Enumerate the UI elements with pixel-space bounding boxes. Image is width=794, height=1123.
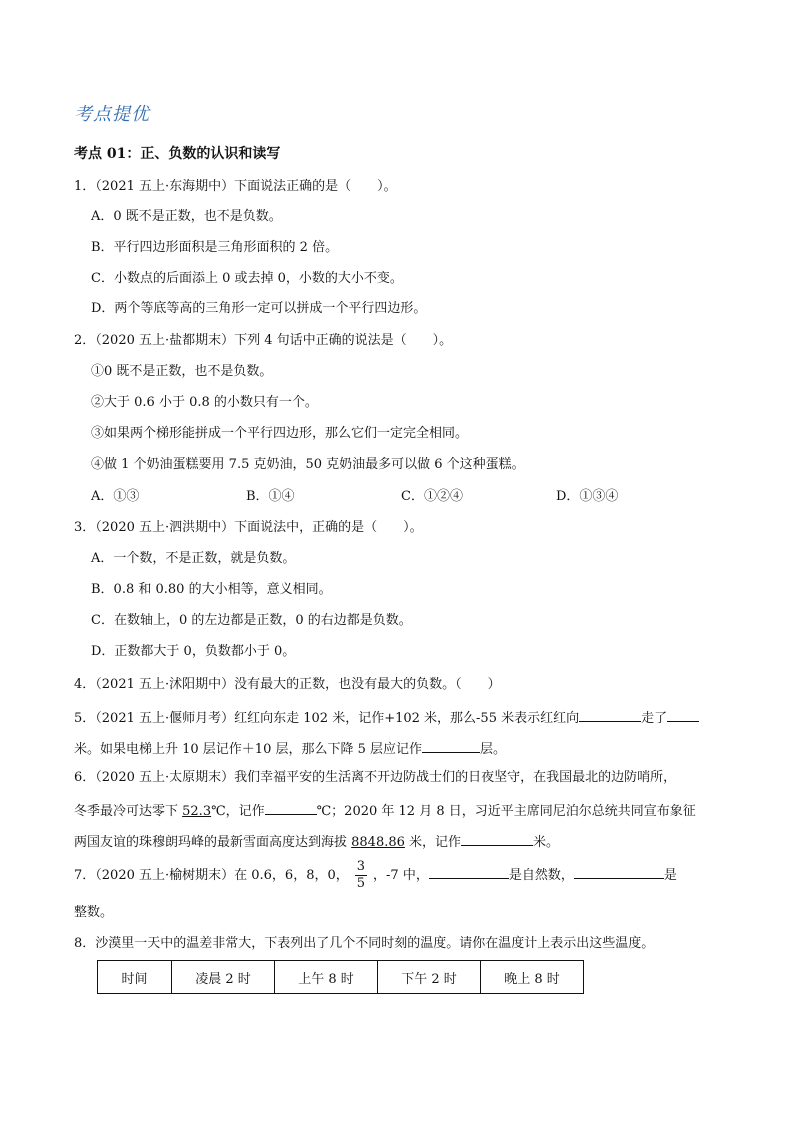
q3-stem: 3．（2020 五上·泗洪期中）下面说法中，正确的是（ ）。 <box>74 520 423 535</box>
q7-line-2: 整数。 <box>74 905 114 920</box>
q6-text-3c: 米。 <box>533 835 560 850</box>
q6-text-2b: ℃，记作 <box>211 804 265 819</box>
q7-text-3: 是自然数， <box>508 868 574 883</box>
q6-line-1: 6．（2020 五上·太原期末）我们幸福平安的生活离不开边防战士们的日夜坚守，在我国最北的边防哨所， <box>74 770 677 785</box>
q3-option-c: C．在数轴上，0 的左边都是正数，0 的右边都是负数。 <box>91 613 412 628</box>
q6-text-2c: ℃；2020 年 12 月 8 日，习近平主席同尼泊尔总统共同宣布象征 <box>316 804 696 819</box>
q1-option-d: D．两个等底等高的三角形一定可以拼成一个平行四边形。 <box>91 301 427 316</box>
q5-text-3: 米。如果电梯上升 10 层记作＋10 层，那么下降 5 层应记作 <box>74 742 423 757</box>
table-row <box>98 961 584 994</box>
table-header-cell: 下午 2 时 <box>378 961 481 994</box>
q2-option-c: C．①②④ <box>401 489 463 504</box>
q7-text-4: 是 <box>663 868 677 883</box>
q6-blank-1[interactable] <box>265 800 317 815</box>
q6-text-3b: 米，记作 <box>404 835 462 850</box>
q7-text-1: 7．（2020 五上·榆树期末）在 0.6，6，8，0， <box>74 868 349 883</box>
table-header-cell: 凌晨 2 时 <box>172 961 275 994</box>
q1-stem: 1．（2021 五上·东海期中）下面说法正确的是（ ）。 <box>74 179 397 194</box>
q7-fraction <box>355 859 367 892</box>
q5-blank-3[interactable] <box>422 738 480 753</box>
q3-option-a: A．一个数，不是正数，就是负数。 <box>91 551 296 566</box>
q2-option-d: D．①③④ <box>556 489 619 504</box>
q7-fraction-numerator: 3 <box>356 859 366 874</box>
q2-statement-1: ①0 既不是正数，也不是负数。 <box>91 364 273 379</box>
q2-statement-2: ②大于 0.6 小于 0.8 的小数只有一个。 <box>91 395 318 410</box>
q6-text-3a: 两国友谊的珠穆朗玛峰的最新雪面高度达到海拔 <box>74 835 352 850</box>
q5-text-1: 5．（2021 五上·偃师月考）红红向东走 102 米，记作+102 米，那么-55 米表示红红向 <box>74 711 580 726</box>
q1-option-a: A．0 既不是正数，也不是负数。 <box>91 209 282 224</box>
q8-stem: 8．沙漠里一天中的温差非常大，下表列出了几个不同时刻的温度。请你在温度计上表示出这些温度。 <box>74 936 655 951</box>
q4-text: 4．（2021 五上·沭阳期中）没有最大的正数，也没有最大的负数。（ ） <box>74 677 501 692</box>
q3-option-b: B．0.8 和 0.80 的大小相等，意义相同。 <box>91 582 332 597</box>
table-header-cell: 时间 <box>98 961 172 994</box>
q2-options <box>91 488 711 506</box>
q2-option-b: B．①④ <box>246 489 295 504</box>
q6-line-3 <box>74 831 559 852</box>
q1-option-c: C．小数点的后面添上 0 或去掉 0，小数的大小不变。 <box>91 271 403 286</box>
q7-blank-2[interactable] <box>574 864 664 879</box>
table-header-cell: 上午 8 时 <box>275 961 378 994</box>
q7-text-2: ，-7 中， <box>373 868 429 883</box>
temperature-table <box>97 960 584 994</box>
q2-statement-4: ④做 1 个奶油蛋糕要用 7.5 克奶油，50 克奶油最多可以做 6 个这种蛋糕。 <box>91 457 525 472</box>
topic-heading: 考点 01：正、负数的认识和读写 <box>74 146 281 162</box>
table-header-cell: 晚上 8 时 <box>481 961 584 994</box>
q5-line-1 <box>74 707 699 728</box>
q6-text-2a: 冬季最冷可达零下 <box>74 804 183 819</box>
q5-blank-1[interactable] <box>579 707 641 722</box>
section-title: 考点提优 <box>74 104 150 125</box>
q7-line-1 <box>74 858 677 894</box>
q3-option-d: D．正数都大于 0，负数都小于 0。 <box>91 644 296 659</box>
q1-option-b: B．平行四边形面积是三角形面积的 2 倍。 <box>91 240 339 255</box>
q2-option-a: A．①③ <box>91 489 140 504</box>
q2-statement-3: ③如果两个梯形能拼成一个平行四边形，那么它们一定完全相同。 <box>91 426 469 441</box>
q5-text-4: 层。 <box>480 742 507 757</box>
q5-text-2: 走了 <box>641 711 668 726</box>
q6-height: 8848.86 <box>351 835 405 850</box>
q2-stem: 2．（2020 五上·盐都期末）下列 4 句话中正确的说法是（ ）。 <box>74 333 453 348</box>
q6-line-2 <box>74 800 696 821</box>
q6-blank-2[interactable] <box>461 831 533 846</box>
q7-fraction-denominator: 5 <box>356 876 366 891</box>
q5-line-2 <box>74 738 506 759</box>
q5-blank-2[interactable] <box>667 707 699 722</box>
q7-blank-1[interactable] <box>429 864 509 879</box>
q6-temperature: 52.3 <box>182 804 212 819</box>
